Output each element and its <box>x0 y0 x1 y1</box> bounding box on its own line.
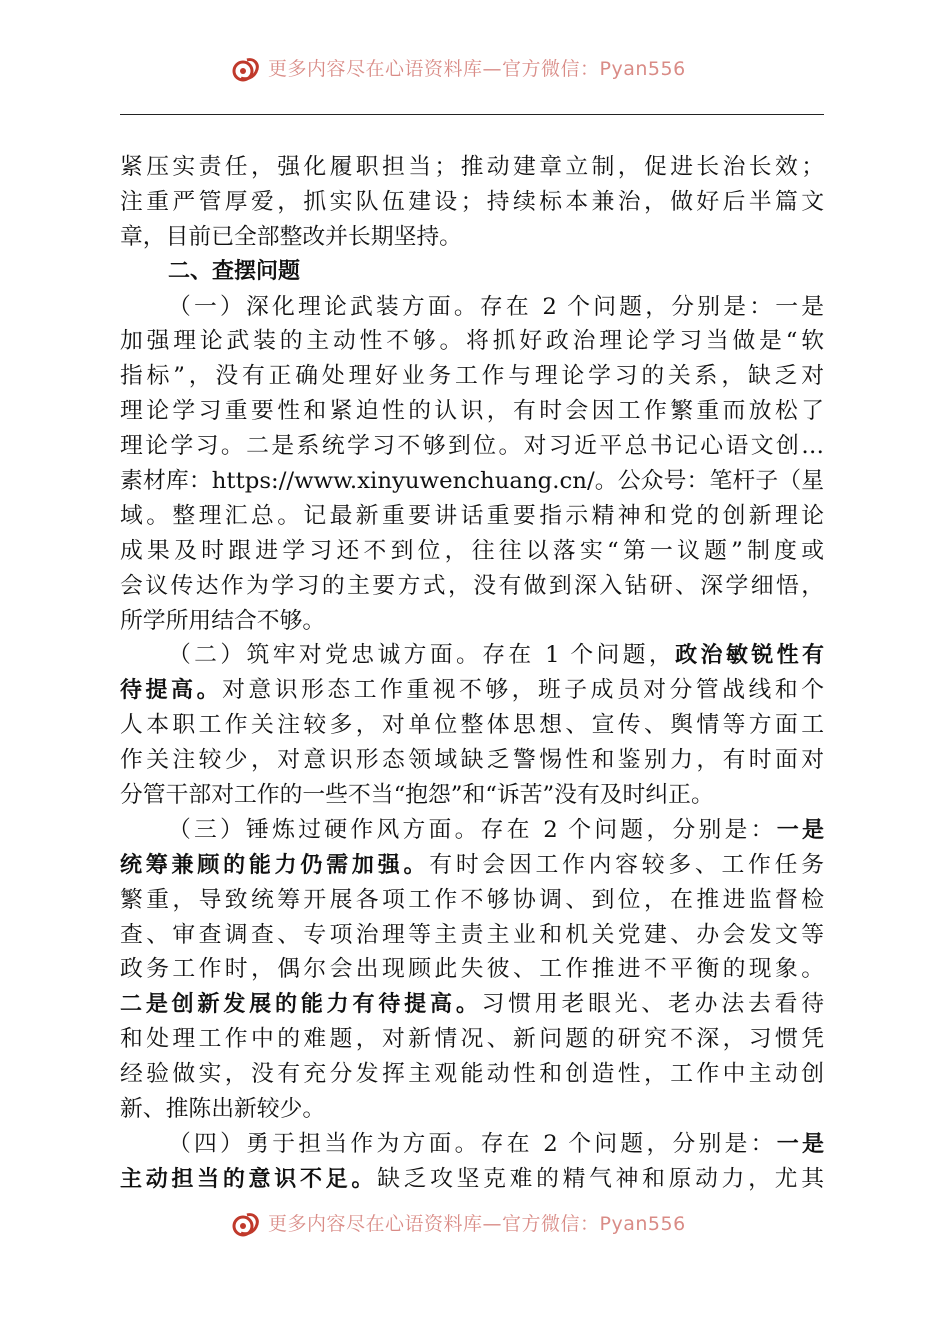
banner-text: 更多内容尽在心语资料库—官方微信：Pyan556 <box>268 57 686 80</box>
banner-text: 更多内容尽在心语资料库—官方微信：Pyan556 <box>268 1212 686 1235</box>
text-line: 经验做实，没有充分发挥主观能动性和创造性，工作中主动创 <box>120 1061 824 1088</box>
text-line <box>120 673 824 708</box>
text-line: 分管干部对工作的一些不当“抱怨”和“诉苦”没有及时纠正。 <box>120 782 714 809</box>
footer-banner <box>0 1207 950 1243</box>
text-line <box>120 1127 824 1162</box>
text-line: 紧压实责任，强化履职担当；推动建章立制，促进长治长效； <box>120 154 824 180</box>
text-line: 指标”，没有正确处理好业务工作与理论学习的关系，缺乏对 <box>120 363 824 390</box>
text-line: 查、审查调查、专项治理等主责主业和机关党建、办会发文等 <box>120 921 824 948</box>
text-line: 章，目前已全部整改并长期坚持。 <box>120 223 462 250</box>
text-line: 域。整理汇总。记最新重要讲话重要指示精神和党的创新理论 <box>120 502 824 529</box>
text-line: 素材库：https://www.xinyuwenchuang.cn/。公众号：笔杆子（星 <box>120 468 824 495</box>
logo-icon <box>232 1211 262 1239</box>
bold-text: 二是创新发展的能力有待提高。 <box>120 992 482 1018</box>
text-line <box>120 987 824 1022</box>
text-line: 和处理工作中的难题，对新情况、新问题的研究不深，习惯凭 <box>120 1026 824 1053</box>
text-line: （一）深化理论武装方面。存在 2 个问题，分别是：一是 <box>168 293 824 320</box>
text-line <box>120 848 824 883</box>
text-span: （二）筑牢对党忠诚方面。存在 1 个问题， <box>168 642 676 669</box>
text-line: 政务工作时，偶尔会出现顾此失彼、工作推进不平衡的现象。 <box>120 956 824 983</box>
text-span: 习惯用老眼光、老办法去看待 <box>481 991 824 1018</box>
bold-text: 一是 <box>776 817 824 843</box>
bold-text: 统筹兼顾的能力仍需加强。 <box>120 852 430 878</box>
text-line: 加强理论武装的主动性不够。将抓好政治理论学习当做是“软 <box>120 328 824 355</box>
bold-text: 政治敏锐性有 <box>675 643 824 669</box>
section-heading: 二、查摆问题 <box>168 258 301 284</box>
header-banner <box>0 52 950 88</box>
text-line: 理论学习重要性和紧迫性的认识，有时会因工作繁重而放松了 <box>120 398 824 425</box>
text-line: 新、推陈出新较少。 <box>120 1096 326 1123</box>
text-line: 所学所用结合不够。 <box>120 607 326 634</box>
text-span: 缺乏攻坚克难的精气神和原动力，尤其 <box>377 1165 824 1192</box>
bold-text: 待提高。 <box>120 678 223 704</box>
text-line: 理论学习。二是系统学习不够到位。对习近平总书记心语文创… <box>120 433 824 460</box>
text-span: （四）勇于担当作为方面。存在 2 个问题，分别是： <box>168 1130 777 1157</box>
bold-text: 主动担当的意识不足。 <box>120 1166 378 1192</box>
text-span: 有时会因工作内容较多、工作任务 <box>429 851 824 878</box>
text-line <box>120 1162 824 1197</box>
text-line: 注重严管厚爱，抓实队伍建设；持续标本兼治，做好后半篇文 <box>120 188 824 215</box>
text-span: 对意识形态工作重视不够，班子成员对分管战线和个 <box>222 677 824 704</box>
text-line <box>120 813 824 848</box>
logo-icon <box>232 56 262 84</box>
bold-text: 一是 <box>776 1131 824 1157</box>
text-line: 成果及时跟进学习还不到位，往往以落实“第一议题”制度或 <box>120 537 824 564</box>
text-span: （三）锤炼过硬作风方面。存在 2 个问题，分别是： <box>168 816 777 843</box>
text-line <box>120 638 824 673</box>
document-body <box>120 150 824 1197</box>
text-line: 人本职工作关注较多，对单位整体思想、宣传、舆情等方面工 <box>120 712 824 739</box>
text-line: 会议传达作为学习的主要方式，没有做到深入钻研、深学细悟， <box>120 572 824 599</box>
text-line: 作关注较少，对意识形态领域缺乏警惕性和鉴别力，有时面对 <box>120 747 824 774</box>
text-line: 繁重，导致统筹开展各项工作不够协调、到位，在推进监督检 <box>120 886 824 913</box>
header-rule <box>120 114 824 115</box>
